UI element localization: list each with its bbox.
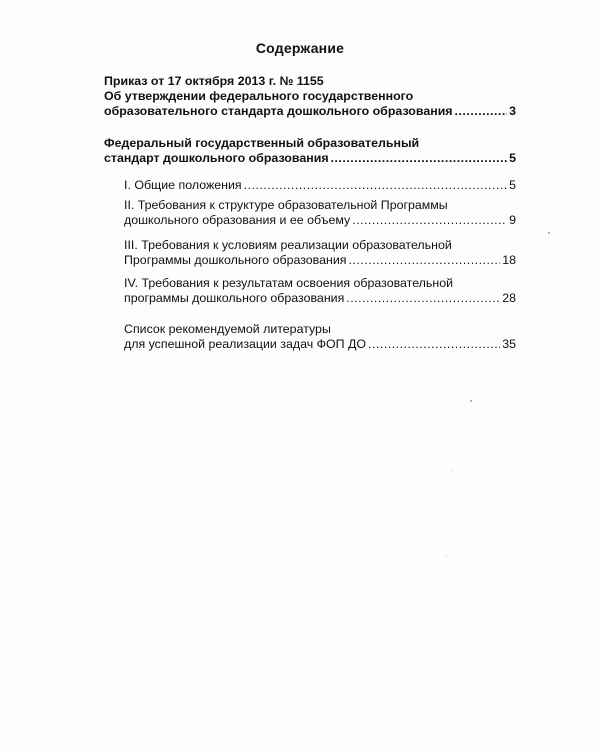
toc-page-number: 3 bbox=[509, 104, 516, 118]
toc-entry-literature bbox=[124, 322, 516, 352]
toc-entry-leader-row bbox=[124, 291, 516, 306]
scan-speck bbox=[446, 556, 447, 557]
scan-speck bbox=[470, 400, 472, 402]
toc-entry-line: Приказ от 17 октября 2013 г. № 1155 bbox=[104, 74, 324, 88]
toc-entry-text: для успешной реализации задач ФОП ДО bbox=[124, 337, 367, 351]
toc-entry-text: стандарт дошкольного образования bbox=[104, 151, 329, 165]
toc-page-number: 35 bbox=[502, 337, 516, 351]
dot-leader bbox=[352, 213, 507, 228]
toc-entry-section-2 bbox=[124, 198, 516, 228]
toc-entry-leader-row bbox=[104, 151, 516, 166]
toc-entry-fgos bbox=[104, 136, 516, 166]
toc-entry-text: I. Общие положения bbox=[124, 178, 242, 192]
toc-title: Содержание bbox=[255, 40, 345, 56]
toc-entry-text: дошкольного образования и ее объему bbox=[124, 213, 351, 227]
toc-entry-leader-row bbox=[124, 253, 516, 268]
dot-leader bbox=[244, 178, 507, 193]
toc-page-number: 5 bbox=[509, 151, 516, 165]
toc-page-number: 9 bbox=[509, 213, 516, 227]
toc-entry-section-1 bbox=[124, 178, 516, 193]
toc-entry-line: III. Требования к условиям реализации образовательной bbox=[124, 238, 452, 252]
dot-leader bbox=[368, 337, 500, 352]
toc-entry-leader-row bbox=[124, 178, 516, 193]
toc-entry-text: программы дошкольного образования bbox=[124, 291, 345, 305]
toc-entry-line: II. Требования к структуре образовательной Программы bbox=[124, 198, 448, 212]
toc-entry-text: Программы дошкольного образования bbox=[124, 253, 347, 267]
toc-entry-line: Федеральный государственный образовательный bbox=[104, 136, 420, 150]
toc-page-number: 5 bbox=[509, 178, 516, 192]
dot-leader bbox=[455, 104, 508, 119]
toc-entry-text: образовательного стандарта дошкольного образования bbox=[104, 104, 453, 118]
toc-entry-order-1155 bbox=[104, 74, 516, 119]
toc-entry-section-4 bbox=[124, 276, 516, 306]
dot-leader bbox=[331, 151, 508, 166]
scan-speck bbox=[548, 232, 550, 234]
dot-leader bbox=[349, 253, 501, 268]
toc-entry-section-3 bbox=[124, 238, 516, 268]
toc-entry-line: Об утверждении федерального государственного bbox=[104, 89, 414, 103]
toc-entry-leader-row bbox=[124, 213, 516, 228]
dot-leader bbox=[346, 291, 500, 306]
toc-page-number: 28 bbox=[502, 291, 516, 305]
toc-entry-line: IV. Требования к результатам освоения образовательной bbox=[124, 276, 454, 290]
toc-entry-line: Список рекомендуемой литературы bbox=[124, 322, 331, 336]
toc-entry-leader-row bbox=[124, 337, 516, 352]
toc-entry-leader-row bbox=[104, 104, 516, 119]
toc-page-number: 18 bbox=[502, 253, 516, 267]
scan-speck bbox=[452, 470, 453, 471]
